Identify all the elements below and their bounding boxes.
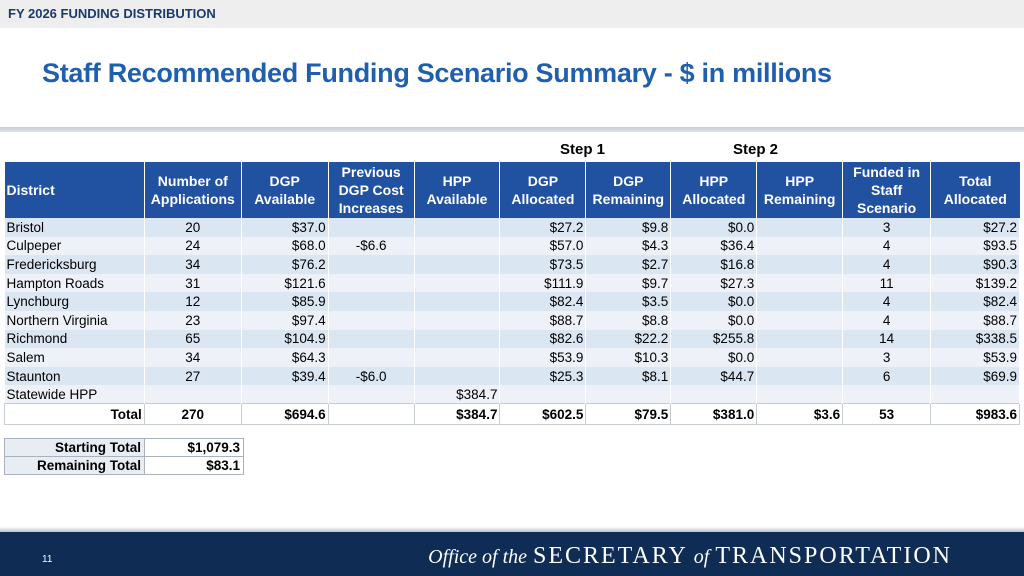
district-cell: Fredericksburg bbox=[5, 255, 145, 274]
totals-hpp-remaining: $3.6 bbox=[757, 404, 843, 425]
prev-increase-cell bbox=[328, 330, 414, 349]
funded-cell: 4 bbox=[843, 292, 931, 311]
step-1-label: Step 1 bbox=[560, 141, 606, 158]
dgp-allocated-cell: $53.9 bbox=[500, 348, 586, 367]
col-applications: Number of Applications bbox=[144, 162, 241, 218]
dgp-allocated-cell: $25.3 bbox=[500, 367, 586, 386]
remaining-total-row bbox=[5, 457, 244, 475]
total-allocated-cell: $338.5 bbox=[931, 330, 1020, 349]
dgp-available-cell bbox=[241, 385, 328, 404]
funded-cell: 3 bbox=[843, 218, 931, 237]
dgp-remaining-cell: $8.1 bbox=[586, 367, 671, 386]
hpp-remaining-cell bbox=[757, 255, 843, 274]
totals-total: $983.6 bbox=[931, 404, 1020, 425]
dgp-allocated-cell: $82.4 bbox=[500, 292, 586, 311]
office-of: of bbox=[693, 546, 710, 568]
dgp-available-cell: $121.6 bbox=[241, 274, 328, 293]
hpp-remaining-cell bbox=[757, 218, 843, 237]
totals-dgp-available: $694.6 bbox=[241, 404, 328, 425]
dgp-remaining-cell: $2.7 bbox=[586, 255, 671, 274]
dgp-available-cell: $68.0 bbox=[241, 237, 328, 256]
dgp-allocated-cell: $57.0 bbox=[500, 237, 586, 256]
hpp-remaining-cell bbox=[757, 367, 843, 386]
hpp-allocated-cell bbox=[671, 385, 757, 404]
hpp-allocated-cell: $255.8 bbox=[671, 330, 757, 349]
hpp-available-cell: $384.7 bbox=[414, 385, 500, 404]
totals-apps: 270 bbox=[144, 404, 241, 425]
dgp-allocated-cell: $73.5 bbox=[500, 255, 586, 274]
dgp-available-cell: $76.2 bbox=[241, 255, 328, 274]
col-total-allocated: Total Allocated bbox=[931, 162, 1020, 218]
prev-increase-cell bbox=[328, 385, 414, 404]
table-row bbox=[5, 292, 1020, 311]
dgp-remaining-cell: $3.5 bbox=[586, 292, 671, 311]
hpp-available-cell bbox=[414, 330, 500, 349]
title-divider bbox=[0, 127, 1024, 132]
table-row bbox=[5, 367, 1020, 386]
funded-cell: 11 bbox=[843, 274, 931, 293]
applications-cell: 24 bbox=[144, 237, 241, 256]
hpp-allocated-cell: $27.3 bbox=[671, 274, 757, 293]
district-cell: Northern Virginia bbox=[5, 311, 145, 330]
office-transportation: TRANSPORTATION bbox=[715, 543, 952, 569]
hpp-remaining-cell bbox=[757, 311, 843, 330]
hpp-remaining-cell bbox=[757, 237, 843, 256]
remaining-total-label: Remaining Total bbox=[5, 457, 145, 475]
total-allocated-cell: $90.3 bbox=[931, 255, 1020, 274]
dgp-available-cell: $104.9 bbox=[241, 330, 328, 349]
totals-row bbox=[5, 404, 1020, 425]
hpp-available-cell bbox=[414, 367, 500, 386]
table-row bbox=[5, 311, 1020, 330]
col-hpp-available: HPP Available bbox=[414, 162, 500, 218]
dgp-remaining-cell: $9.8 bbox=[586, 218, 671, 237]
total-allocated-cell: $53.9 bbox=[931, 348, 1020, 367]
table-row bbox=[5, 218, 1020, 237]
hpp-allocated-cell: $36.4 bbox=[671, 237, 757, 256]
applications-cell: 31 bbox=[144, 274, 241, 293]
prev-increase-cell bbox=[328, 311, 414, 330]
totals-prev-increase bbox=[328, 404, 414, 425]
funded-cell bbox=[843, 385, 931, 404]
applications-cell: 34 bbox=[144, 348, 241, 367]
totals-funded: 53 bbox=[843, 404, 931, 425]
col-hpp-allocated: HPP Allocated bbox=[671, 162, 757, 218]
dgp-available-cell: $97.4 bbox=[241, 311, 328, 330]
page-number: 11 bbox=[42, 554, 53, 565]
hpp-remaining-cell bbox=[757, 385, 843, 404]
col-dgp-remaining: DGP Remaining bbox=[586, 162, 671, 218]
hpp-available-cell bbox=[414, 237, 500, 256]
total-allocated-cell: $88.7 bbox=[931, 311, 1020, 330]
funding-table bbox=[4, 162, 1020, 425]
prev-increase-cell bbox=[328, 348, 414, 367]
office-secretary: SECRETARY bbox=[533, 543, 688, 569]
dgp-remaining-cell: $4.3 bbox=[586, 237, 671, 256]
dgp-allocated-cell: $27.2 bbox=[500, 218, 586, 237]
hpp-available-cell bbox=[414, 348, 500, 367]
dgp-remaining-cell: $10.3 bbox=[586, 348, 671, 367]
funded-cell: 4 bbox=[843, 311, 931, 330]
prev-increase-cell bbox=[328, 255, 414, 274]
hpp-allocated-cell: $0.0 bbox=[671, 311, 757, 330]
total-allocated-cell: $69.9 bbox=[931, 367, 1020, 386]
table-row bbox=[5, 274, 1020, 293]
hpp-available-cell bbox=[414, 218, 500, 237]
table-header-row bbox=[5, 162, 1020, 218]
funded-cell: 4 bbox=[843, 255, 931, 274]
prev-increase-cell bbox=[328, 218, 414, 237]
col-dgp-available: DGP Available bbox=[241, 162, 328, 218]
dgp-allocated-cell: $111.9 bbox=[500, 274, 586, 293]
prev-increase-cell: -$6.0 bbox=[328, 367, 414, 386]
dgp-remaining-cell: $8.8 bbox=[586, 311, 671, 330]
funded-cell: 3 bbox=[843, 348, 931, 367]
dgp-available-cell: $85.9 bbox=[241, 292, 328, 311]
district-cell: Culpeper bbox=[5, 237, 145, 256]
district-cell: Hampton Roads bbox=[5, 274, 145, 293]
total-allocated-cell: $27.2 bbox=[931, 218, 1020, 237]
hpp-allocated-cell: $0.0 bbox=[671, 292, 757, 311]
dgp-available-cell: $39.4 bbox=[241, 367, 328, 386]
total-allocated-cell: $82.4 bbox=[931, 292, 1020, 311]
footer-bar bbox=[0, 532, 1024, 576]
starting-total-row bbox=[5, 439, 244, 457]
applications-cell: 20 bbox=[144, 218, 241, 237]
funded-cell: 14 bbox=[843, 330, 931, 349]
hpp-allocated-cell: $0.0 bbox=[671, 348, 757, 367]
prev-increase-cell: -$6.6 bbox=[328, 237, 414, 256]
totals-label: Total bbox=[5, 404, 145, 425]
applications-cell bbox=[144, 385, 241, 404]
hpp-available-cell bbox=[414, 292, 500, 311]
hpp-remaining-cell bbox=[757, 348, 843, 367]
applications-cell: 12 bbox=[144, 292, 241, 311]
table-row bbox=[5, 348, 1020, 367]
prev-increase-cell bbox=[328, 274, 414, 293]
dgp-available-cell: $64.3 bbox=[241, 348, 328, 367]
applications-cell: 34 bbox=[144, 255, 241, 274]
totals-hpp-allocated: $381.0 bbox=[671, 404, 757, 425]
total-allocated-cell: $93.5 bbox=[931, 237, 1020, 256]
starting-total-value: $1,079.3 bbox=[145, 439, 244, 457]
applications-cell: 23 bbox=[144, 311, 241, 330]
hpp-available-cell bbox=[414, 311, 500, 330]
table-row bbox=[5, 255, 1020, 274]
table-row bbox=[5, 385, 1020, 404]
slide-title: Staff Recommended Funding Scenario Summary - $ in millions bbox=[42, 58, 832, 88]
dgp-allocated-cell: $88.7 bbox=[500, 311, 586, 330]
section-label: FY 2026 FUNDING DISTRIBUTION bbox=[8, 6, 216, 21]
hpp-allocated-cell: $0.0 bbox=[671, 218, 757, 237]
table-row bbox=[5, 237, 1020, 256]
hpp-available-cell bbox=[414, 274, 500, 293]
office-logo bbox=[428, 543, 952, 570]
hpp-allocated-cell: $16.8 bbox=[671, 255, 757, 274]
hpp-remaining-cell bbox=[757, 292, 843, 311]
totals-dgp-remaining: $79.5 bbox=[586, 404, 671, 425]
dgp-allocated-cell: $82.6 bbox=[500, 330, 586, 349]
district-cell: Staunton bbox=[5, 367, 145, 386]
dgp-allocated-cell bbox=[500, 385, 586, 404]
office-prefix: Office of the bbox=[428, 546, 527, 568]
col-funded: Funded in Staff Scenario bbox=[843, 162, 931, 218]
total-allocated-cell bbox=[931, 385, 1020, 404]
col-district: District bbox=[5, 162, 145, 218]
district-cell: Statewide HPP bbox=[5, 385, 145, 404]
applications-cell: 65 bbox=[144, 330, 241, 349]
hpp-available-cell bbox=[414, 255, 500, 274]
top-banner bbox=[0, 0, 1024, 28]
totals-hpp-available: $384.7 bbox=[414, 404, 500, 425]
hpp-remaining-cell bbox=[757, 330, 843, 349]
district-cell: Bristol bbox=[5, 218, 145, 237]
hpp-remaining-cell bbox=[757, 274, 843, 293]
step-2-label: Step 2 bbox=[733, 141, 779, 158]
funded-cell: 6 bbox=[843, 367, 931, 386]
starting-total-label: Starting Total bbox=[5, 439, 145, 457]
prev-increase-cell bbox=[328, 292, 414, 311]
remaining-total-value: $83.1 bbox=[145, 457, 244, 475]
dgp-available-cell: $37.0 bbox=[241, 218, 328, 237]
totals-dgp-allocated: $602.5 bbox=[500, 404, 586, 425]
table-row bbox=[5, 330, 1020, 349]
dgp-remaining-cell: $9.7 bbox=[586, 274, 671, 293]
funded-cell: 4 bbox=[843, 237, 931, 256]
total-allocated-cell: $139.2 bbox=[931, 274, 1020, 293]
applications-cell: 27 bbox=[144, 367, 241, 386]
hpp-allocated-cell: $44.7 bbox=[671, 367, 757, 386]
dgp-remaining-cell bbox=[586, 385, 671, 404]
dgp-remaining-cell: $22.2 bbox=[586, 330, 671, 349]
district-cell: Lynchburg bbox=[5, 292, 145, 311]
district-cell: Salem bbox=[5, 348, 145, 367]
col-prev-cost-increases: Previous DGP Cost Increases bbox=[328, 162, 414, 218]
col-dgp-allocated: DGP Allocated bbox=[500, 162, 586, 218]
district-cell: Richmond bbox=[5, 330, 145, 349]
summary-table bbox=[4, 438, 244, 475]
col-hpp-remaining: HPP Remaining bbox=[757, 162, 843, 218]
